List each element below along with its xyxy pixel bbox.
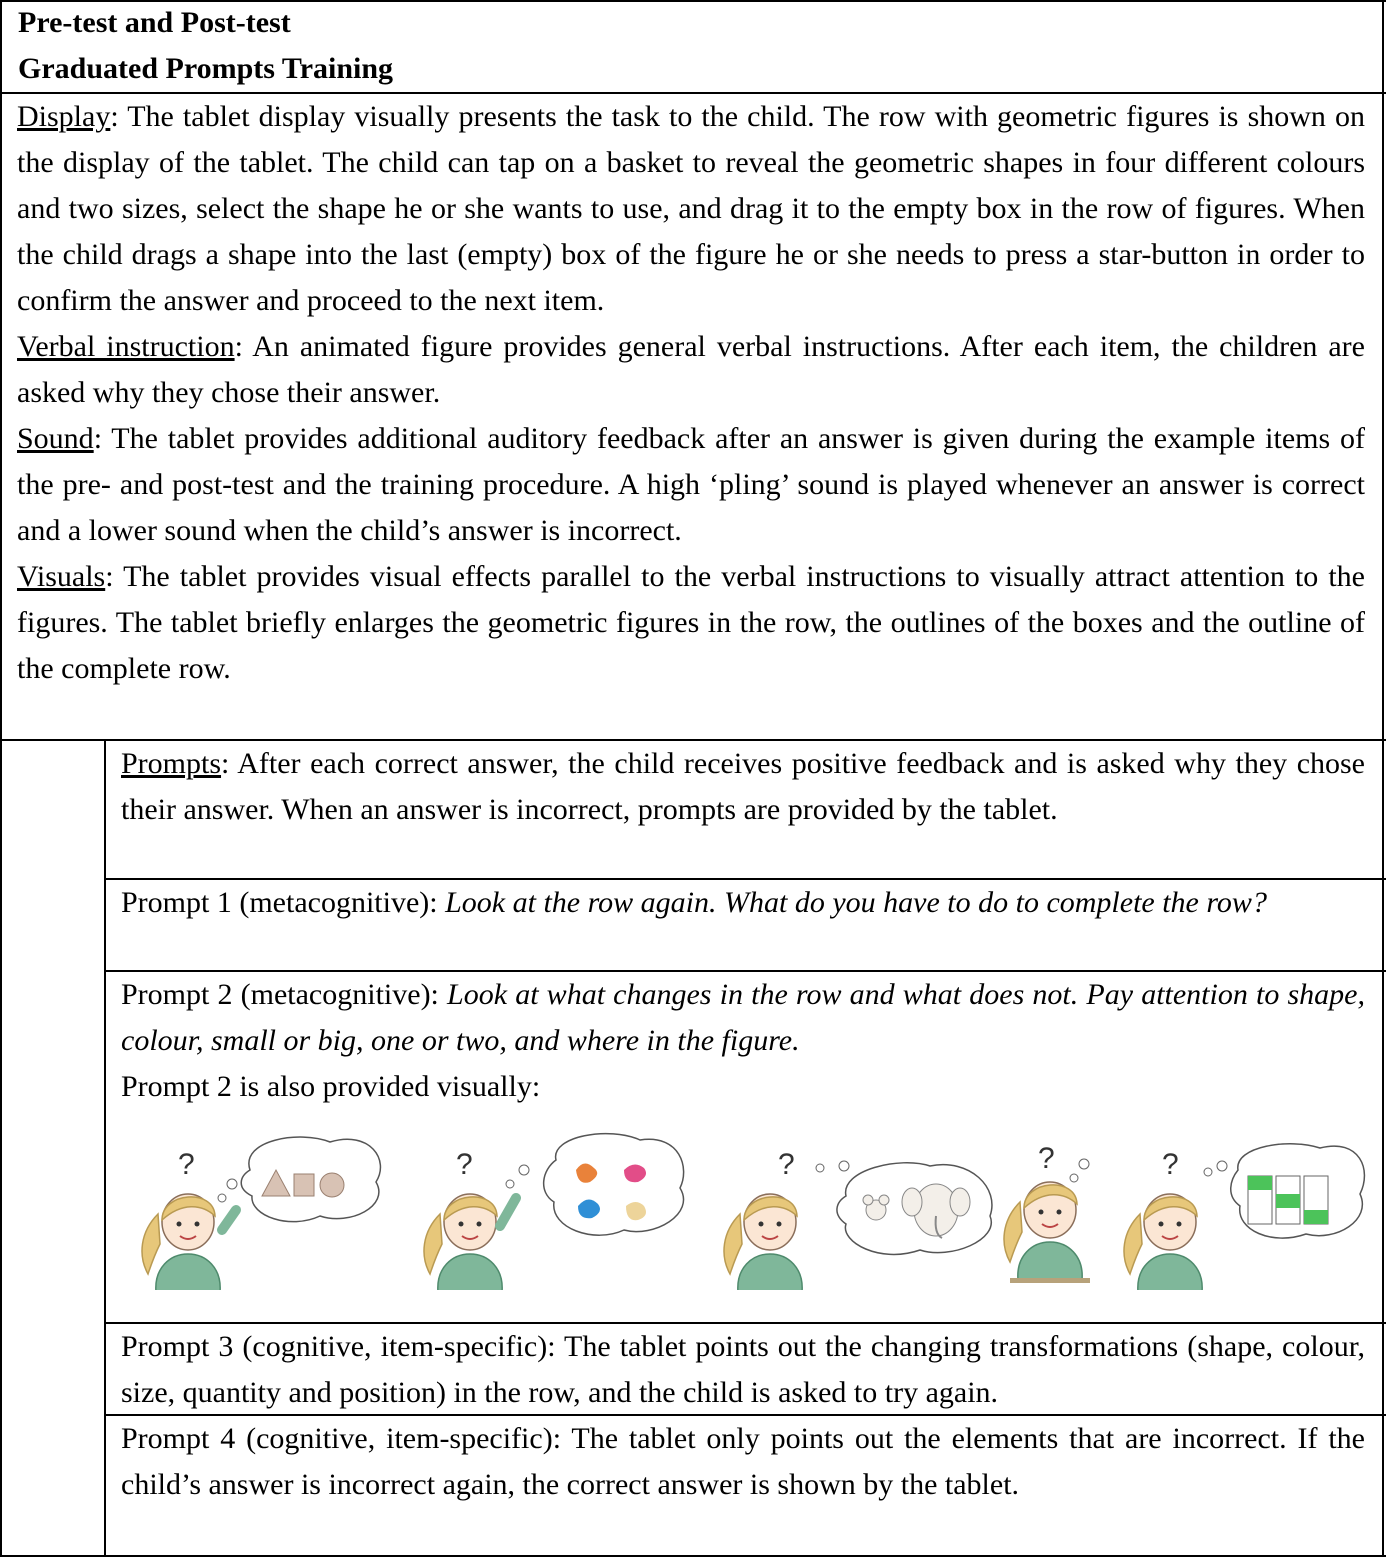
display-label: Display [17,100,111,133]
prompts-label: Prompts [121,747,222,780]
prompt2-illustration-strip [140,1130,1370,1290]
display-paragraph [17,94,1365,324]
prompt1-cell [121,880,1365,926]
svg-text:?: ? [778,1148,795,1181]
prompt3-cell [121,1324,1365,1416]
verbal-instruction-label: Verbal instruction [17,330,235,363]
girl-shapes-panel [142,1137,380,1290]
prompt1-lead: Prompt 1 (metacognitive): [121,886,446,919]
svg-text:?: ? [1038,1142,1055,1175]
sound-text: : The tablet provides additional auditory feedback after an answer is given during the example items of the pre- and post-test and the training procedure. A high ‘pling’ sound is played whenever an answer is correct and a lower sound when the child’s answer is incorrect. [17,422,1365,547]
prompts-inner-border [104,739,106,1557]
table-left-border [0,0,2,1557]
verbal-instruction-paragraph [17,324,1365,416]
girl-position-panel [1124,1144,1364,1290]
question-mark-icon: ? [178,1148,195,1181]
prompt2-italic: Look at what changes in the row and what does not. Pay attention to shape, colour, small or big, one or two, and where in the figure. [121,978,1365,1057]
svg-text:?: ? [1162,1148,1179,1181]
table-right-border [1382,0,1384,1557]
table-header [18,0,1358,92]
prompt2-cell [121,972,1365,1110]
prompts-intro-text: : After each correct answer, the child receives positive feedback and is asked why they chose their answer. When an answer is incorrect, prompts are provided by the tablet. [121,747,1365,826]
prompt1-italic: Look at the row again. What do you have to do to complete the row? [445,886,1267,919]
header-title-1: Pre-test and Post-test [18,6,291,39]
sound-label: Sound [17,422,94,455]
verbal-instruction-text: : An animated figure provides general verbal instructions. After each item, the children are asked why they chose their answer. [17,330,1365,409]
prompt4-cell [121,1416,1365,1508]
girl-colours-panel [424,1134,684,1290]
prompt4-text: Prompt 4 (cognitive, item-specific): The tablet only points out the elements that are incorrect. If the child’s answer is incorrect again, the correct answer is shown by the tablet. [121,1422,1365,1501]
visuals-text: : The tablet provides visual effects parallel to the verbal instructions to visually attract attention to the figures. The tablet briefly enlarges the geometric figures in the row, the outlines of the boxes and the outline of the complete row. [17,560,1365,685]
prompt2-lead: Prompt 2 (metacognitive): [121,978,448,1011]
sound-paragraph [17,416,1365,554]
prompt3-text: Prompt 3 (cognitive, item-specific): The tablet points out the changing transformations (shape, colour, size, quantity and position) in the row, and the child is asked to try again. [121,1330,1365,1409]
visuals-paragraph [17,554,1365,692]
visuals-label: Visuals [17,560,106,593]
prompt2-visual-note: Prompt 2 is also provided visually: [121,1070,541,1103]
prompts-intro-cell [121,741,1365,833]
girl-quantity-panel [1004,1142,1090,1283]
general-section [17,94,1365,692]
svg-text:?: ? [456,1148,473,1181]
header-title-2: Graduated Prompts Training [18,52,394,85]
girl-sizes-panel [724,1148,992,1290]
display-text: : The tablet display visually presents the task to the child. The row with geometric figures is shown on the display of the tablet. The child can tap on a basket to reveal the geometric shapes in four different colours and two sizes, select the shape he or she wants to use, and drag it to the empty box in the row of figures. When the child drags a shape into the last (empty) box of the figure he or she needs to press a star-button in order to confirm the answer and proceed to the next item. [17,100,1365,317]
